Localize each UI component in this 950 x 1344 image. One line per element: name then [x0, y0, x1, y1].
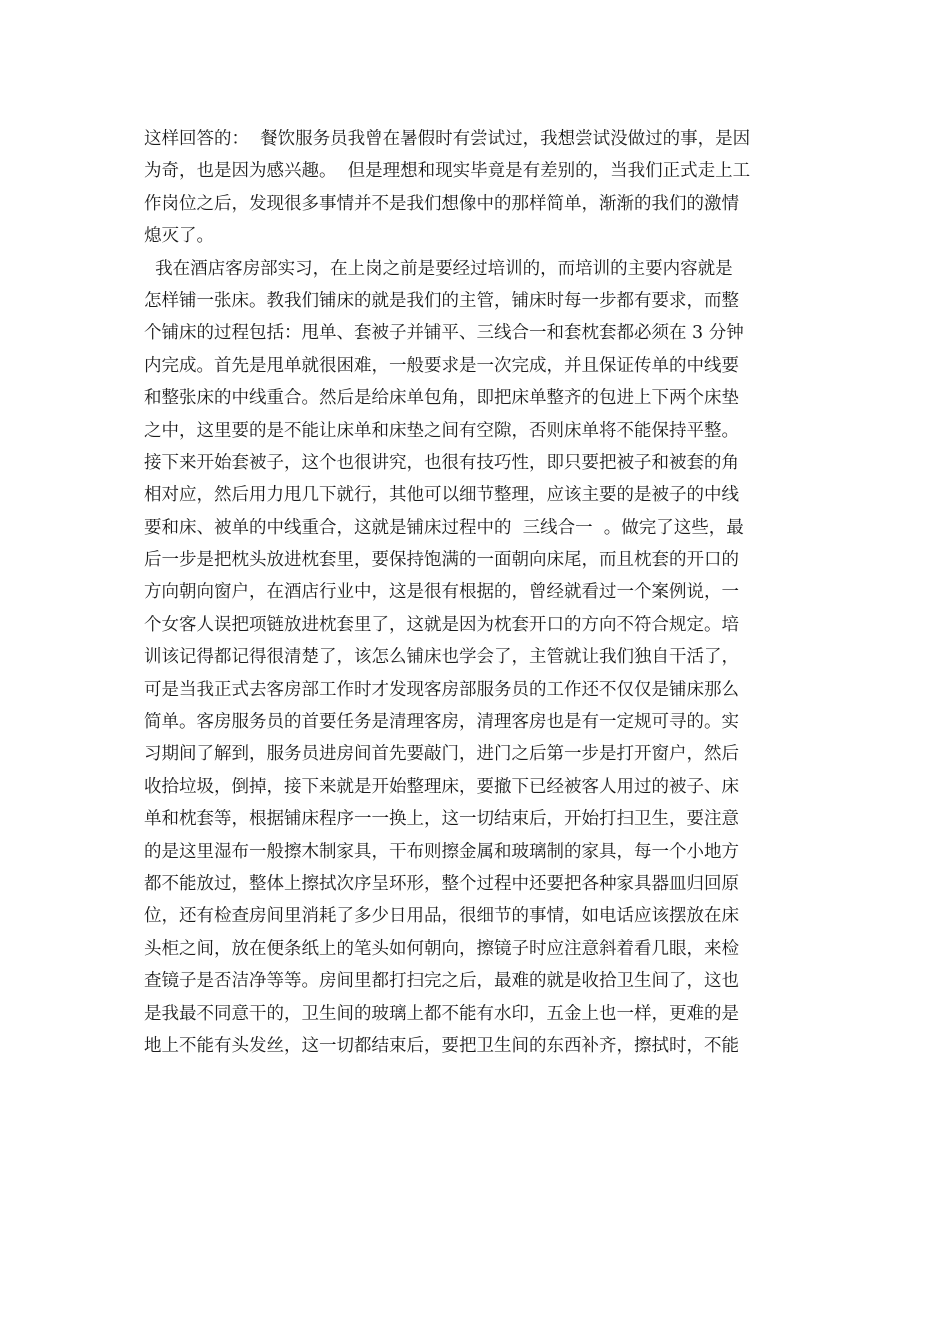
text-line: 方向朝向窗户，在酒店行业中，这是很有根据的，曾经就看过一个案例说，一	[144, 582, 739, 603]
text-line: 头柜之间，放在便条纸上的笔头如何朝向，擦镜子时应注意斜着看几眼，来检	[144, 938, 739, 959]
text-line: 训该记得都记得很清楚了，该怎么铺床也学会了，主管就让我们独自干活了，	[144, 647, 739, 668]
text-line: 后一步是把枕头放进枕套里，要保持饱满的一面朝向床尾，而且枕套的开口的	[144, 550, 739, 571]
text-line: 要和床、被单的中线重合，这就是铺床过程中的 三线合一 。做完了这些，最	[144, 517, 744, 538]
text-line: 接下来开始套被子，这个也很讲究，也很有技巧性，即只要把被子和被套的角	[144, 452, 739, 473]
text-line: 个女客人误把项链放进枕套里了，这就是因为枕套开口的方向不符合规定。培	[144, 614, 739, 635]
text-line: 单和枕套等，根据铺床程序一一换上，这一切结束后，开始打扫卫生，要注意	[144, 809, 739, 830]
text-line: 和整张床的中线重合。然后是给床单包角，即把床单整齐的包进上下两个床垫	[144, 388, 739, 409]
text-line: 收拾垃圾，倒掉，接下来就是开始整理床，要撤下已经被客人用过的被子、床	[144, 776, 739, 797]
text-line: 熄灭了。	[144, 226, 214, 247]
text-line: 为奇，也是因为感兴趣。 但是理想和现实毕竟是有差别的，当我们正式走上工	[144, 161, 751, 182]
text-line: 相对应，然后用力甩几下就行，其他可以细节整理，应该主要的是被子的中线	[144, 485, 739, 506]
text-line: 怎样铺一张床。教我们铺床的就是我们的主管，铺床时每一步都有要求，而整	[144, 290, 739, 311]
text-line: 简单。客房服务员的首要任务是清理客房，清理客房也是有一定规可寻的。实	[144, 712, 739, 733]
text-line: 位，还有检查房间里消耗了多少日用品，很细节的事情，如电话应该摆放在床	[144, 906, 739, 927]
text-line: 之中，这里要的是不能让床单和床垫之间有空隙，否则床单将不能保持平整。	[144, 420, 739, 441]
text-line: 内完成。首先是甩单就很困难，一般要求是一次完成，并且保证传单的中线要	[144, 355, 739, 376]
text-line: 习期间了解到，服务员进房间首先要敲门，进门之后第一步是打开窗户，然后	[144, 744, 739, 765]
text-line: 可是当我正式去客房部工作时才发现客房部服务员的工作还不仅仅是铺床那么	[144, 679, 739, 700]
text-line: 的是这里湿布一般擦木制家具，干布则擦金属和玻璃制的家具，每一个小地方	[144, 841, 739, 862]
text-line: 地上不能有头发丝，这一切都结束后，要把卫生间的东西补齐，擦拭时，不能	[144, 1035, 739, 1056]
text-line: 是我最不同意干的，卫生间的玻璃上都不能有水印，五金上也一样，更难的是	[144, 1003, 739, 1024]
text-line: 查镜子是否洁净等等。房间里都打扫完之后，最难的就是收拾卫生间了，这也	[144, 971, 739, 992]
text-line: 这样回答的： 餐饮服务员我曾在暑假时有尝试过，我想尝试没做过的事，是因	[144, 129, 751, 149]
text-line: 我在酒店客房部实习，在上岗之前是要经过培训的，而培训的主要内容就是	[144, 258, 733, 279]
text-line: 都不能放过，整体上擦拭次序呈环形，整个过程中还要把各种家具器皿归回原	[144, 873, 739, 894]
body-text	[144, 123, 804, 1062]
text-line: 个铺床的过程包括：甩单、套被子并铺平、三线合一和套枕套都必须在 3 分钟	[144, 323, 744, 344]
text-line: 作岗位之后，发现很多事情并不是我们想像中的那样简单，渐渐的我们的激情	[144, 193, 739, 214]
